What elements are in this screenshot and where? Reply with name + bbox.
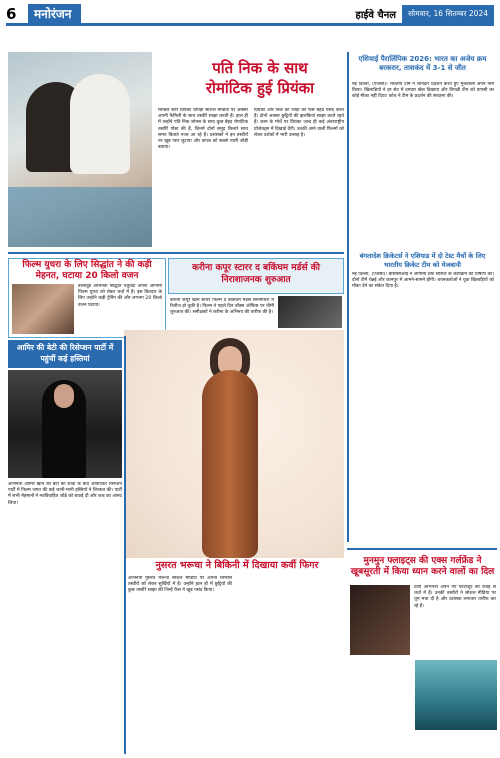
munmun-photo-beach bbox=[415, 660, 497, 730]
munmun-body-col2 bbox=[350, 660, 412, 752]
ameer-body: अभिनेता आमिर खान की बेटी की शादी के बाद आयोजित रिसेप्शन पार्टी में फिल्म जगत की कई जानी-मानी हस्तियों ने शिरकत की। पार्टी में सभी मेहमानों ने नवविवाहित जोड़े को बधाई दी और जश्न का आनंद लिया। bbox=[8, 482, 122, 506]
sports-headline: एशियाई पैरालिंपिक 2026: भारत का अजेय क्रम बरकरार, ताशकंद में 3-1 से जीत bbox=[358, 55, 487, 72]
siddhant-photo bbox=[12, 284, 74, 334]
kareena-photo bbox=[278, 296, 342, 328]
kareena-body: करीना कपूर खान स्टारर फिल्म द बकिंघम मर्डर्स सिनेमाघरों में रिलीज हो चुकी है। फिल्म ने पहले दिन बॉक्स ऑफिस पर धीमी शुरुआत की। समीक्षकों ने करीना के अभिनय की तारीफ की है। bbox=[170, 298, 274, 316]
munmun-headline: मुनमुन फ्लाइट्स की एक्स गर्लफ्रेंड ने खूबसूरती में किया ध्यान करने वालों का दिल bbox=[350, 556, 495, 577]
page-header bbox=[6, 4, 494, 26]
siddhant-headline: फिल्म युधरा के लिए सिद्धांत ने की कड़ी मेहनत, घटाया 20 किलो वजन bbox=[22, 260, 152, 281]
date-line: सोमवार, 16 सितम्बर 2024 bbox=[402, 5, 494, 23]
feature-headline bbox=[190, 58, 330, 98]
feature-headline-line2: रोमांटिक हुई प्रियंका bbox=[205, 79, 315, 97]
cricket-headline: बंगलादेश क्रिकेटर्स ने एशियाड में दो टेस्ट मैचों के लिए भारतीय क्रिकेट टीम को मेजबानी bbox=[359, 252, 486, 269]
nushrat-body-col2 bbox=[238, 576, 344, 752]
feature-photo bbox=[8, 52, 152, 247]
page-number: 6 bbox=[6, 4, 17, 23]
ameer-headline: आमिर की बेटी की रिसेप्शन पार्टी में पहुंचीं कई हस्तियां bbox=[16, 343, 114, 363]
ameer-photo bbox=[8, 370, 122, 478]
feature-headline-line1: पति निक के साथ bbox=[212, 59, 308, 77]
paper-name: हाईवे चैनल bbox=[355, 9, 397, 21]
feature-body-col2: प्रियंका और निक की जोड़ी को फैंस बेहद पसंद करते हैं। दोनों अक्सर छुट्टियों की झलकियां साझा करते रहते हैं। काम के मोर्चे पर प्रियंका जल्द ही कई अंतरराष्ट्रीय प्रोजेक्ट्स में दिखाई देंगी। उनकी आने वाली फिल्मों को लेकर दर्शकों में भारी उत्साह है। bbox=[254, 108, 344, 138]
kareena-headline: करीना कपूर स्टारर द बकिंघम मर्डर्स की निराशाजनक शुरुआत bbox=[192, 263, 320, 285]
cricket-body: नई दिल्ली, (एजेंसी)। बीसीसीआई ने आगामी टेस्ट सीरीज के कार्यक्रम की घोषणा की। दोनों टीमें चेन्नई और कानपुर में आमने-सामने होंगी। चयनकर्ताओं ने युवा खिलाड़ियों को मौका देने का संकेत दिया है। bbox=[352, 272, 494, 290]
nushrat-photo bbox=[124, 330, 344, 558]
section-title: मनोरंजन bbox=[28, 4, 81, 24]
munmun-photo-portrait bbox=[350, 585, 410, 655]
siddhant-body: बॉलीवुड अभिनेता सिद्धांत चतुर्वेदी अपनी आगामी फिल्म युधरा को लेकर चर्चा में हैं। इस किरदार के लिए उन्होंने कड़ी ट्रेनिंग की और लगभग 20 किलो वजन घटाया। bbox=[78, 284, 162, 308]
sports-body: नई दिल्ली, (एजेंसी)। भारतीय टीम ने शानदार प्रदर्शन करते हुए मुकाबला अपने नाम किया। खिलाड़ियों ने हर सेट में दमदार खेल दिखाया और विपक्षी टीम को वापसी का कोई मौका नहीं दिया। कोच ने टीम के प्रदर्शन की सराहना की। bbox=[352, 82, 494, 100]
nushrat-body-col1: अभिनेत्री नुसरत भरूचा सोशल मीडिया पर अपनी ग्लैमरस तस्वीरों को लेकर सुर्खियों में हैं। उन्होंने हाल ही में छुट्टियों की कुछ तस्वीरें साझा कीं जिन्हें फैंस ने खूब पसंद किया। bbox=[128, 576, 232, 594]
nushrat-headline: नुसरत भरूचा ने बिकिनी में दिखाया कर्वी फिगर bbox=[155, 560, 319, 571]
munmun-body: टीवी अभिनेत्री अपने नए फोटोशूट की वजह से चर्चा में हैं। उनकी तस्वीरों ने सोशल मीडिया पर धूम मचा दी है और प्रशंसक लगातार तारीफ कर रहे हैं। bbox=[414, 585, 496, 609]
feature-body-col1: ग्लोबल स्टार प्रियंका चोपड़ा सोशल मीडिया पर अक्सर अपनी फैमिली के साथ तस्वीरें साझा करती हैं। हाल ही में उन्होंने पति निक जोनस के साथ कुछ बेहद रोमांटिक तस्वीरें पोस्ट की हैं, जिनमें दोनों समुद्र किनारे साथ समय बिताते नजर आ रहे हैं। प्रशंसकों ने इन तस्वीरों पर खूब प्यार लुटाया और कपल को सबसे प्यारी जोड़ी बताया। bbox=[158, 108, 248, 151]
